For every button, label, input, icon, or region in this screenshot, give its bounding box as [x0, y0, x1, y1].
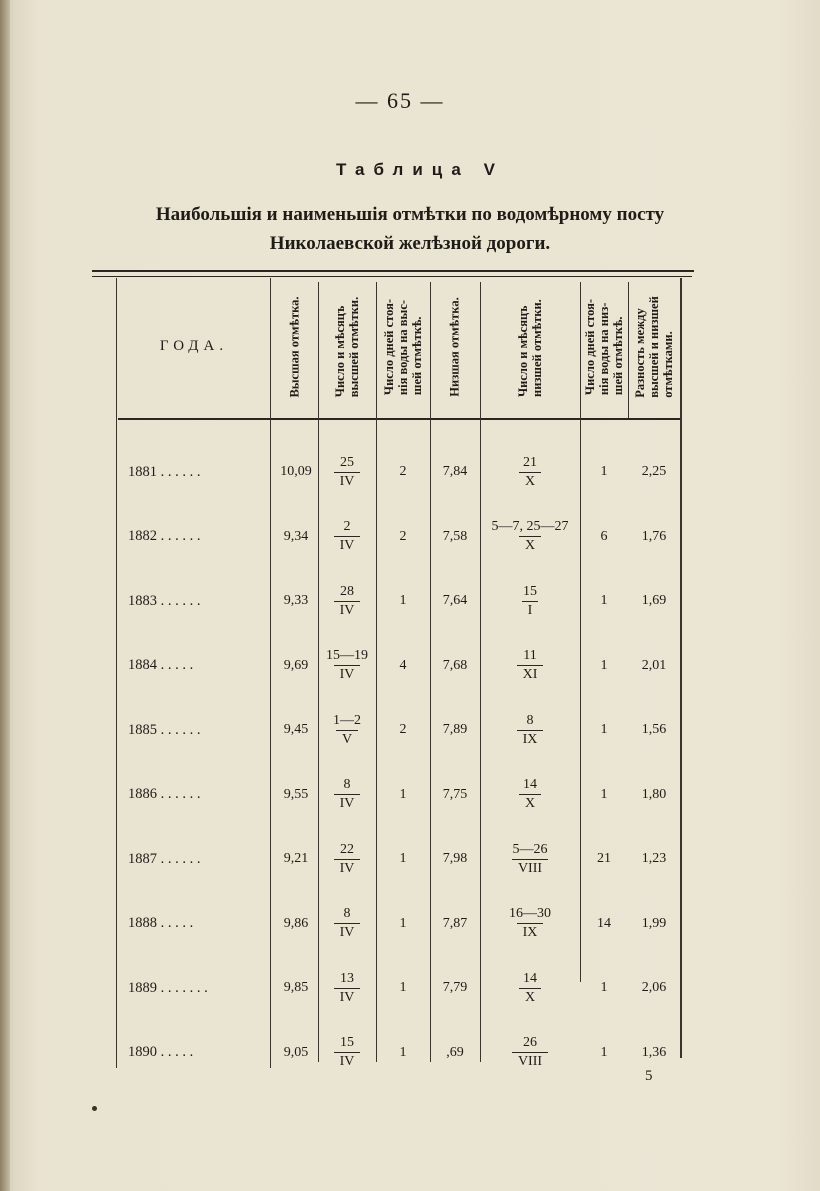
day-numerator: 2: [343, 519, 351, 534]
day-numerator: 8: [526, 712, 534, 728]
year-cell: 1884 . . . . .: [128, 657, 194, 673]
month-denominator: IX: [517, 730, 544, 749]
title-line-2: Николаевской желѣзной дороги.: [269, 233, 551, 254]
low-date-cell: [480, 505, 580, 569]
header-low: Низшая отмѣтка.: [448, 297, 463, 397]
month-denominator: X: [519, 472, 541, 491]
high-date-cell: [318, 634, 376, 698]
low-date-cell: [480, 956, 580, 1020]
high-mark-cell: 9,34: [283, 528, 309, 544]
day-numerator: 8: [343, 906, 351, 921]
header-high-date: Число и мѣсяцъ высшей отмѣтки.: [333, 296, 361, 398]
header-high: Высшая отмѣтка.: [288, 296, 303, 398]
year-cell: 1889 . . . . . . .: [128, 979, 208, 996]
difference-cell: 1,69: [641, 593, 667, 608]
low-days-cell: 1: [600, 980, 608, 995]
low-date-cell: [480, 634, 580, 698]
low-mark-cell: 7,68: [442, 657, 468, 673]
year-cell: 1887 . . . . . .: [128, 850, 201, 867]
month-denominator: X: [519, 536, 541, 555]
low-mark-cell: 7,79: [442, 980, 468, 995]
day-numerator: 14: [523, 970, 537, 986]
year-cell: 1883 . . . . . .: [128, 592, 201, 609]
high-days-cell: 1: [399, 980, 407, 995]
day-numerator: 22: [340, 841, 354, 857]
low-days-cell: 14: [597, 915, 611, 931]
high-days-cell: 2: [399, 722, 407, 737]
day-numerator: 15: [340, 1035, 354, 1050]
high-mark-cell: 9,45: [283, 722, 309, 737]
low-mark-cell: 7,87: [442, 915, 468, 931]
high-date-cell: [318, 827, 376, 891]
difference-cell: 1,80: [641, 786, 667, 802]
top-rule: [92, 270, 694, 272]
month-denominator: IV: [334, 1052, 361, 1071]
table-row: [118, 763, 678, 827]
low-date-cell: [480, 827, 580, 891]
day-numerator: 14: [523, 777, 537, 792]
high-date-cell: [318, 505, 376, 569]
high-date-cell: [318, 698, 376, 762]
month-denominator: IV: [334, 923, 361, 942]
day-numerator: 8: [343, 777, 351, 792]
day-numerator: 16—30: [509, 906, 551, 921]
day-numerator: 13: [340, 970, 354, 986]
low-date-cell: [480, 892, 580, 956]
high-days-cell: 4: [399, 657, 407, 673]
year-cell: 1882 . . . . . .: [128, 528, 201, 544]
low-date-cell: [480, 569, 580, 633]
month-denominator: VIII: [512, 1052, 548, 1071]
low-mark-cell: ,69: [446, 1044, 464, 1060]
day-numerator: 5—7, 25—27: [491, 519, 569, 534]
month-denominator: V: [336, 730, 358, 749]
page-number: — 65 —: [355, 88, 445, 113]
high-days-cell: 1: [399, 1044, 407, 1060]
year-cell: 1886 . . . . . .: [128, 786, 201, 802]
header-high-days: Число дней стоя- нія воды на выс- шей отмѣткѣ.: [382, 298, 424, 396]
low-days-cell: 1: [600, 786, 608, 802]
low-date-cell: [480, 440, 580, 504]
month-denominator: X: [519, 988, 541, 1007]
high-date-cell: [318, 892, 376, 956]
month-denominator: IV: [334, 472, 361, 491]
year-cell: 1885 . . . . . .: [128, 721, 201, 738]
year-cell: 1890 . . . . .: [128, 1044, 194, 1060]
month-denominator: X: [519, 794, 541, 813]
low-days-cell: 21: [597, 851, 611, 866]
low-date-cell: [480, 698, 580, 762]
high-days-cell: 1: [399, 593, 407, 608]
difference-cell: 2,25: [641, 464, 667, 479]
high-date-cell: [318, 763, 376, 827]
difference-cell: 2,01: [641, 657, 667, 673]
difference-cell: 1,99: [641, 915, 667, 931]
difference-cell: 1,36: [641, 1044, 667, 1060]
year-cell: 1888 . . . . .: [128, 915, 194, 931]
low-mark-cell: 7,64: [442, 593, 468, 608]
month-denominator: IV: [334, 859, 361, 878]
high-days-cell: 2: [399, 528, 407, 544]
high-date-cell: [318, 440, 376, 504]
high-mark-cell: 9,33: [283, 593, 309, 608]
table-row: [118, 956, 678, 1020]
low-days-cell: 6: [600, 528, 608, 544]
month-denominator: IV: [334, 988, 361, 1007]
high-mark-cell: 9,05: [283, 1044, 309, 1060]
table-row: [118, 634, 678, 698]
month-denominator: IX: [517, 923, 544, 942]
low-days-cell: 1: [600, 593, 608, 608]
day-numerator: 25: [340, 454, 354, 470]
year-cell: 1881 . . . . . .: [128, 463, 201, 480]
high-days-cell: 2: [399, 464, 407, 479]
high-mark-cell: 9,69: [283, 657, 309, 673]
high-date-cell: [318, 569, 376, 633]
month-denominator: IV: [334, 794, 361, 813]
signature-mark: 5: [645, 1068, 653, 1084]
table-label: Таблица V: [336, 160, 504, 179]
header-diff: Разность между высшей и низшей отмѣтками.: [633, 296, 676, 398]
low-date-cell: [480, 1021, 580, 1085]
high-days-cell: 1: [399, 851, 407, 866]
low-date-cell: [480, 763, 580, 827]
high-date-cell: [318, 1021, 376, 1085]
difference-cell: 1,23: [641, 851, 667, 866]
low-mark-cell: 7,58: [442, 528, 468, 544]
high-mark-cell: 9,55: [283, 786, 309, 802]
day-numerator: 5—26: [512, 841, 548, 857]
low-mark-cell: 7,98: [442, 851, 468, 866]
difference-cell: 2,06: [641, 980, 667, 995]
column-line: [628, 282, 629, 418]
column-line: [680, 278, 682, 1058]
table-row: [118, 505, 678, 569]
table-row: [118, 892, 678, 956]
day-numerator: 26: [523, 1035, 537, 1050]
high-mark-cell: 10,09: [280, 464, 312, 479]
high-days-cell: 1: [399, 786, 407, 802]
low-mark-cell: 7,75: [442, 786, 468, 802]
low-days-cell: 1: [600, 464, 608, 479]
ink-speck: [92, 1106, 97, 1111]
table-row: [118, 440, 678, 504]
day-numerator: 21: [523, 454, 537, 470]
low-mark-cell: 7,84: [442, 464, 468, 479]
low-days-cell: 1: [600, 722, 608, 737]
month-denominator: IV: [334, 536, 361, 555]
day-numerator: 1—2: [333, 712, 361, 728]
day-numerator: 11: [523, 648, 537, 663]
month-denominator: IV: [334, 665, 361, 684]
header-bottom-rule: [118, 418, 680, 420]
month-denominator: XI: [517, 665, 544, 684]
title-line-1: Наибольшія и наименьшія отмѣтки по водомѣрному посту: [155, 204, 665, 225]
low-days-cell: 1: [600, 657, 608, 673]
column-line: [116, 278, 117, 1068]
difference-cell: 1,76: [641, 528, 667, 544]
day-numerator: 15—19: [326, 648, 368, 663]
month-denominator: I: [522, 601, 539, 620]
header-years: ГОДА.: [159, 337, 229, 354]
month-denominator: VIII: [512, 859, 548, 878]
table-row: [118, 827, 678, 891]
high-mark-cell: 9,85: [283, 980, 309, 995]
day-numerator: 15: [523, 583, 537, 599]
low-days-cell: 1: [600, 1044, 608, 1060]
high-date-cell: [318, 956, 376, 1020]
high-days-cell: 1: [399, 915, 407, 931]
table-title: [120, 200, 700, 258]
high-mark-cell: 9,21: [283, 851, 309, 866]
month-denominator: IV: [334, 601, 361, 620]
difference-cell: 1,56: [641, 722, 667, 737]
low-mark-cell: 7,89: [442, 722, 468, 737]
table-row: [118, 569, 678, 633]
day-numerator: 28: [340, 583, 354, 599]
table-row: [118, 698, 678, 762]
header-low-days: Число дней стоя- нія воды на низ- шей отмѣткѣ.: [583, 298, 625, 396]
table-row: [118, 1021, 678, 1085]
header-low-date: Число и мѣсяцъ низшей отмѣтки.: [516, 299, 544, 397]
high-mark-cell: 9,86: [283, 915, 309, 931]
